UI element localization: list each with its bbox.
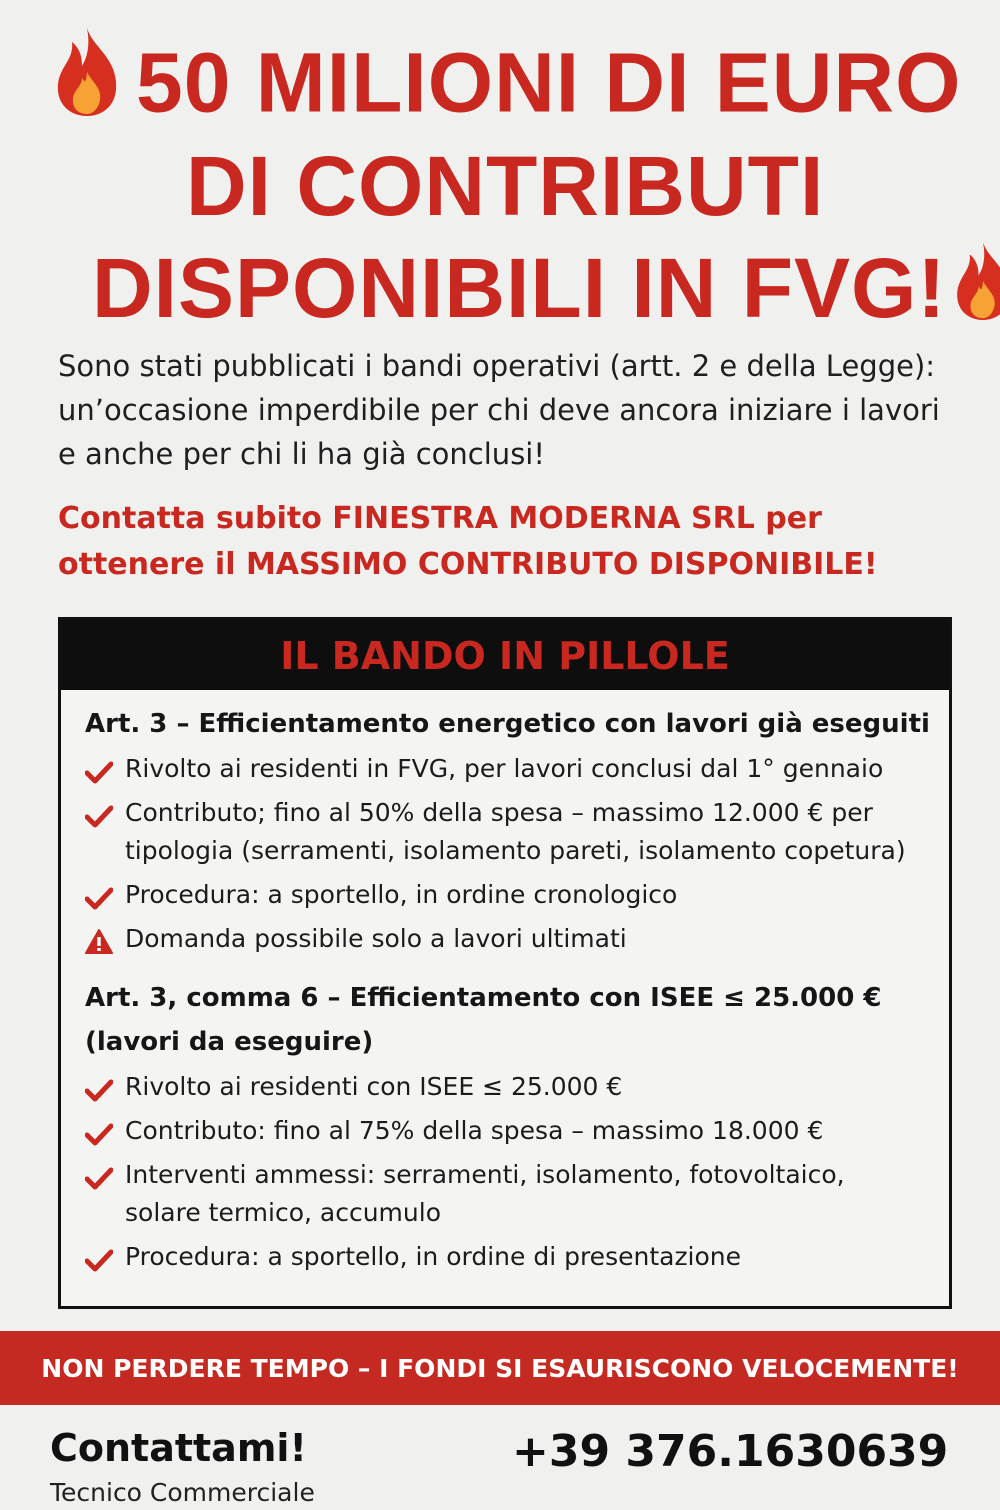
section-1-list: [85, 750, 949, 958]
bando-title: IL BANDO IN PILLOLE: [61, 620, 949, 690]
section-1-title: Art. 3 – Efficientamento energetico con lavori già eseguiti: [85, 709, 930, 739]
bando-box: [58, 617, 952, 1309]
check-icon: [85, 1076, 113, 1100]
list-item-text: Rivolto ai residenti con ISEE ≤ 25.000 €: [125, 1072, 623, 1101]
phone-number[interactable]: +39 376.1630639: [512, 1426, 949, 1477]
list-item-text: Contributo: fino al 75% della spesa – massimo 18.000 €: [125, 1116, 824, 1145]
list-item-text: Interventi ammessi: serramenti, isolamento, fotovoltaico, solare termico, accumulo: [125, 1160, 845, 1227]
list-item-text: Domanda possibile solo a lavori ultimati: [125, 924, 627, 953]
contact-role: Tecnico Commerciale: [50, 1478, 315, 1507]
list-item: [85, 920, 949, 958]
headline-text-3: DISPONIBILI IN FVG!: [92, 241, 947, 335]
call-to-action: Contatta subito FINESTRA MODERNA SRL per ottenere il MASSIMO CONTRIBUTO DISPONIBILE!: [58, 501, 878, 582]
headline-line-1: [52, 34, 961, 145]
check-icon: [85, 802, 113, 826]
headline-line-3: [92, 240, 1000, 346]
list-item: [85, 1068, 949, 1106]
list-item-text: Procedura: a sportello, in ordine di presentazione: [125, 1242, 742, 1271]
intro-paragraph: Sono stati pubblicati i bandi operativi (artt. 2 e della Legge): un’occasione imperdibile per chi deve ancora iniziare i lavori e anche per chi li ha già conclusi!: [58, 349, 940, 471]
check-icon: [85, 758, 113, 782]
urgency-banner: NON PERDERE TEMPO – I FONDI SI ESAURISCONO VELOCEMENTE!: [0, 1331, 1000, 1405]
headline-line-2: DI CONTRIBUTI: [186, 139, 825, 233]
list-item: [85, 1112, 949, 1150]
list-item: [85, 876, 949, 914]
section-2-title: Art. 3, comma 6 – Efficientamento con ISEE ≤ 25.000 € (lavori da eseguire): [85, 983, 882, 1057]
section-2-list: [85, 1068, 949, 1276]
fire-icon: [952, 239, 1000, 342]
headline-text-1: 50 MILIONI DI EURO: [136, 35, 962, 130]
check-icon: [85, 884, 113, 908]
list-item-text: Rivolto ai residenti in FVG, per lavori conclusi dal 1° gennaio: [125, 754, 884, 783]
fire-icon: [52, 26, 122, 137]
headline: [0, 34, 1000, 334]
list-item-text: Procedura: a sportello, in ordine cronologico: [125, 880, 678, 909]
contact-label: Contattami!: [50, 1426, 307, 1470]
list-item: [85, 1238, 949, 1276]
list-item: [85, 1156, 925, 1232]
list-item: [85, 750, 949, 788]
warning-icon: [85, 928, 113, 952]
check-icon: [85, 1164, 113, 1188]
list-item: [85, 794, 952, 870]
list-item-text: Contributo; fino al 50% della spesa – massimo 12.000 € per tipologia (serramenti, isolamento pareti, isolamento copetura): [125, 798, 906, 865]
check-icon: [85, 1246, 113, 1270]
bando-body: [61, 690, 949, 1276]
check-icon: [85, 1120, 113, 1144]
